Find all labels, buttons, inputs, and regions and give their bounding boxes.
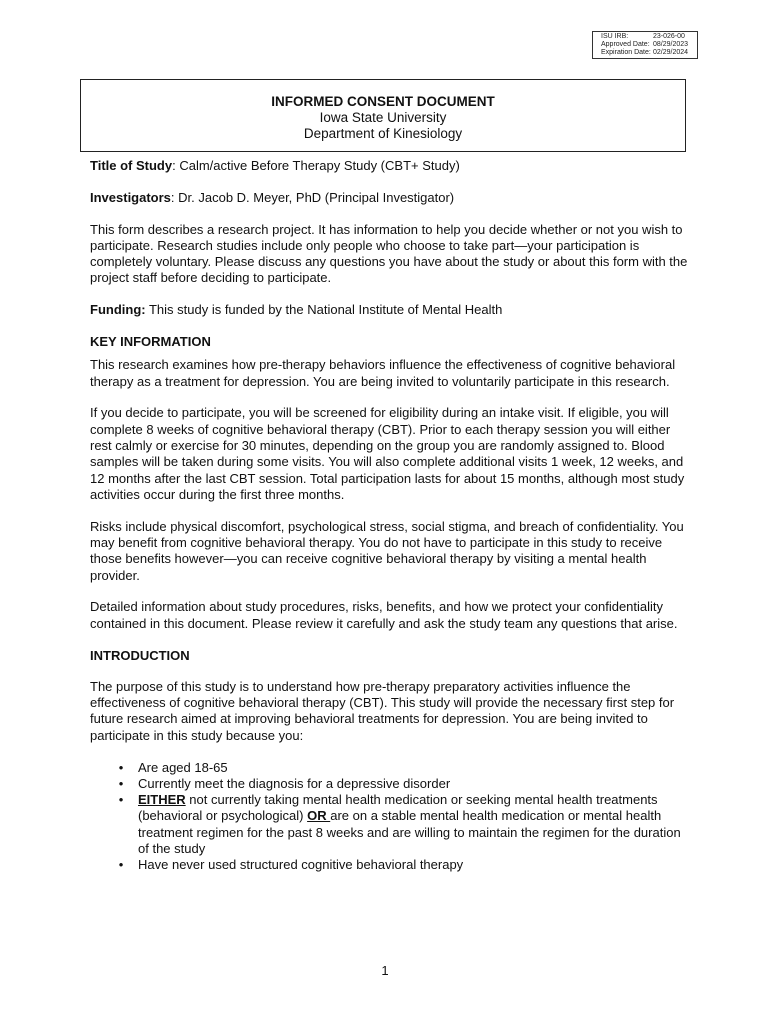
form-description: This form describes a research project. It has information to help you decide whether or not you wish to participate. Research studies include only people who choose to take part—your participation is completely voluntary. Please discuss any questions you have about the study or about this form with the project staff before deciding to participate. <box>90 221 688 286</box>
bullet-text: Currently meet the diagnosis for a depressive disorder <box>138 775 451 791</box>
bullet-icon: • <box>118 775 124 791</box>
bullet-text: are on a stable mental health medication or mental health treatment regimen for the past 8 weeks and are willing to maintain the regimen for the duration of the study <box>138 808 681 856</box>
expiration-date-value: 02/29/2024 <box>653 49 689 56</box>
document-title: INFORMED CONSENT DOCUMENT <box>271 94 495 109</box>
list-item <box>90 792 690 857</box>
bullet-icon: • <box>118 857 124 873</box>
department-name: Department of Kinesiology <box>303 126 463 141</box>
page-number: 1 <box>381 963 389 978</box>
key-info-paragraph: Detailed information about study procedures, risks, benefits, and how we protect your confidentiality contained in this document. Please review it carefully and ask the study team any questions that arise. <box>90 599 678 631</box>
bullet-icon: • <box>118 759 124 775</box>
document-body <box>90 158 690 874</box>
key-info-paragraph: Risks include physical discomfort, psychological stress, social stigma, and breach of confidentiality. You may benefit from cognitive behavioral therapy. You do not have to participate in this study to receive those benefits however—you can receive cognitive behavioral therapy by visiting a mental health provider. <box>90 518 684 583</box>
introduction-heading: INTRODUCTION <box>90 647 190 663</box>
key-info-paragraph: This research examines how pre-therapy behaviors influence the effectiveness of cognitive behavioral therapy as a treatment for depression. You are being invited to voluntarily participate in this research. <box>90 357 676 389</box>
bullet-text: not currently taking mental health medication or seeking mental health treatments (behavioral or psychological) <box>138 792 658 824</box>
investigators-line <box>90 190 690 206</box>
key-information-heading: KEY INFORMATION <box>90 334 211 350</box>
bullet-text: Are aged 18-65 <box>138 759 228 775</box>
either-emphasis: EITHER <box>138 792 186 808</box>
expiration-date-label: Expiration Date: <box>601 49 651 56</box>
eligibility-list <box>90 760 690 874</box>
investigators-value: : Dr. Jacob D. Meyer, PhD (Principal Investigator) <box>170 189 455 205</box>
approved-date-label: Approved Date: <box>601 41 650 48</box>
irb-number-label: ISU IRB: <box>601 33 629 40</box>
list-item <box>90 857 690 873</box>
investigators-label: Investigators <box>90 189 171 205</box>
bullet-icon: • <box>118 792 124 808</box>
study-title-line <box>90 158 690 174</box>
irb-stamp-row <box>601 49 697 57</box>
list-item <box>90 776 690 792</box>
irb-approval-stamp <box>592 31 698 59</box>
list-item <box>90 760 690 776</box>
irb-number-value: 23-026-00 <box>653 33 685 40</box>
funding-value: This study is funded by the National Institute of Mental Health <box>145 302 503 318</box>
funding-line <box>90 302 690 318</box>
funding-label: Funding: <box>90 302 146 318</box>
study-title-value: : Calm/active Before Therapy Study (CBT+ Study) <box>172 158 460 173</box>
irb-stamp-row <box>601 41 697 49</box>
study-title-label: Title of Study <box>90 158 173 173</box>
approved-date-value: 08/29/2023 <box>653 41 689 48</box>
introduction-paragraph: The purpose of this study is to understand how pre-therapy preparatory activities influence the effectiveness of cognitive behavioral therapy (CBT). This study will provide the necessary first step for future research aimed at improving behavioral treatments for depression. You are being invited to participate in this study because you: <box>90 678 675 743</box>
document-header-box <box>80 79 686 152</box>
university-name: Iowa State University <box>319 110 447 125</box>
irb-stamp-row <box>601 33 697 41</box>
bullet-text: Have never used structured cognitive behavioral therapy <box>138 857 464 873</box>
key-info-paragraph: If you decide to participate, you will be screened for eligibility during an intake visit. If eligible, you will complete 8 weeks of cognitive behavioral therapy (CBT). Prior to each therapy session you will either rest calmly or exercise for 30 minutes, depending on the group you are randomly assigned to. Blood samples will be taken during some visits. You will also complete additional visits 1 week, 12 weeks, and 12 months after the last CBT session. Total participation lasts for about 15 months, although most study activities occur during the first three months. <box>90 405 685 502</box>
or-emphasis: OR <box>307 808 331 824</box>
